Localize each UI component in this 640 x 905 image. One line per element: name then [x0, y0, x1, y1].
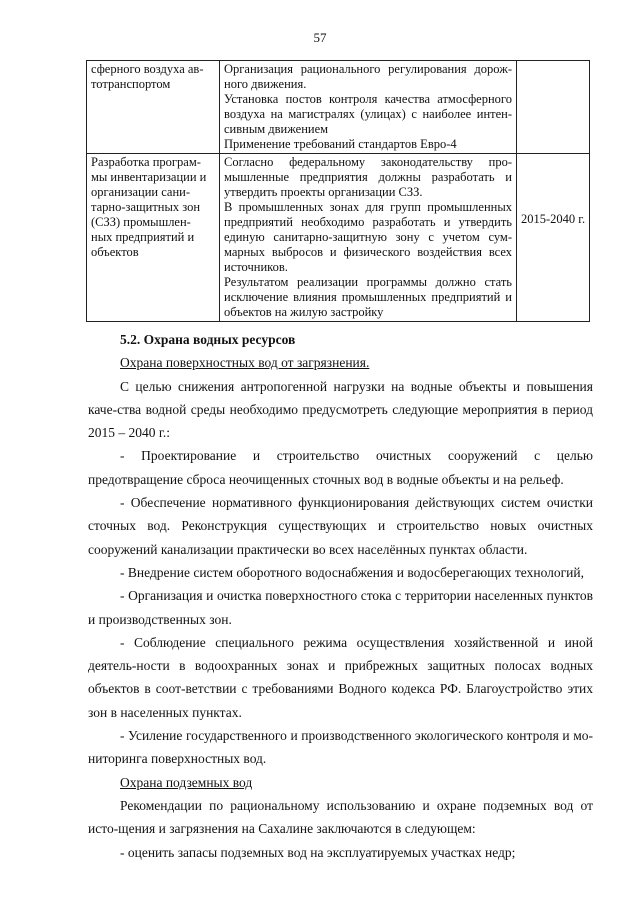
page-number: 57 [313, 30, 327, 45]
period-cell: 2015-2040 г. [517, 154, 590, 322]
measure-text: сферного воздуха ав- тотранспортом [91, 62, 204, 91]
list-item: - Соблюдение специального режима осуществления хозяйственной и иной деятель-ности в водоохранных зонах и прибрежных защитных полосах водных объектов в соот-ветствии с требованиями Водного кодекса РФ. Благоустройство этих зон в населенных пунктах. [88, 634, 593, 720]
list-item: - Внедрение систем оборотного водоснабжения и водосберегающих технологий, [120, 564, 585, 580]
list-item: - Обеспечение нормативного функционирования действующих систем очистки сточных вод. Реконструкция существующих и строительство новых очистных сооружений канализации практически во всех населённых пунктах области. [88, 495, 593, 557]
surface-intro-paragraph: С целью снижения антропогенной нагрузки на водные объекты и повышения каче-ства водной среды необходимо предусмотреть следующие мероприятия в период 2015 – 2040 г.: [88, 378, 593, 441]
list-item: - Проектирование и строительство очистных сооружений с целью предотвращение сброса неочищенных сточных вод в водные объекты и на рельеф. [88, 448, 593, 487]
section-heading: 5.2. Охрана водных ресурсов [120, 332, 296, 347]
list-item: - Усиление государственного и производственного экологического контроля и мо-ниторинга поверхностных вод. [88, 728, 593, 767]
action-text: Организация рационального регулирования дорож-ного движения. [224, 62, 512, 91]
period-cell [517, 61, 590, 154]
table-row [87, 154, 590, 322]
list-item: - оценить запасы подземных вод на эксплуатируемых участках недр; [120, 844, 516, 860]
surface-water-subheading: Охрана поверхностных вод от загрязнения. [120, 355, 370, 371]
action-text: Применение требований стандартов Евро-4 [224, 137, 457, 151]
list-item: - Организация и очистка поверхностного стока с территории населенных пунктов и производственных зон. [88, 588, 593, 627]
action-text: Установка постов контроля качества атмосферного воздуха на магистралях (улицах) с наиболее интен-сивным движением [224, 92, 512, 136]
actions-cell [220, 61, 517, 154]
measure-text: Разработка програм- мы инвентаризации и организации сани- тарно-защитных зон (СЗЗ) промышлен- ных предприятий и объектов [91, 155, 207, 259]
actions-cell [220, 154, 517, 322]
measure-cell [87, 154, 220, 322]
measure-cell [87, 61, 220, 154]
groundwater-intro-paragraph: Рекомендации по рациональному использованию и охране подземных вод от исто-щения и загрязнения на Сахалине заключаются в следующем: [88, 797, 593, 837]
table-row [87, 61, 590, 154]
measures-table [86, 60, 590, 322]
action-text: Результатом реализации программы должно стать исключение влияния промышленных предприятий и объектов на жилую застройку [224, 275, 512, 319]
section-body [88, 328, 593, 864]
action-text: Согласно федеральному законодательству про-мышленные предприятия должны разработать и утвердить проекты организации СЗЗ. [224, 155, 512, 199]
groundwater-subheading: Охрана подземных вод [120, 774, 253, 790]
action-text: В промышленных зонах для групп промышленных предприятий необходимо разработать и утвердить единую санитарно-защитную зону с учетом сум-марных выбросов и физического воздействия всех источников. [224, 200, 512, 274]
